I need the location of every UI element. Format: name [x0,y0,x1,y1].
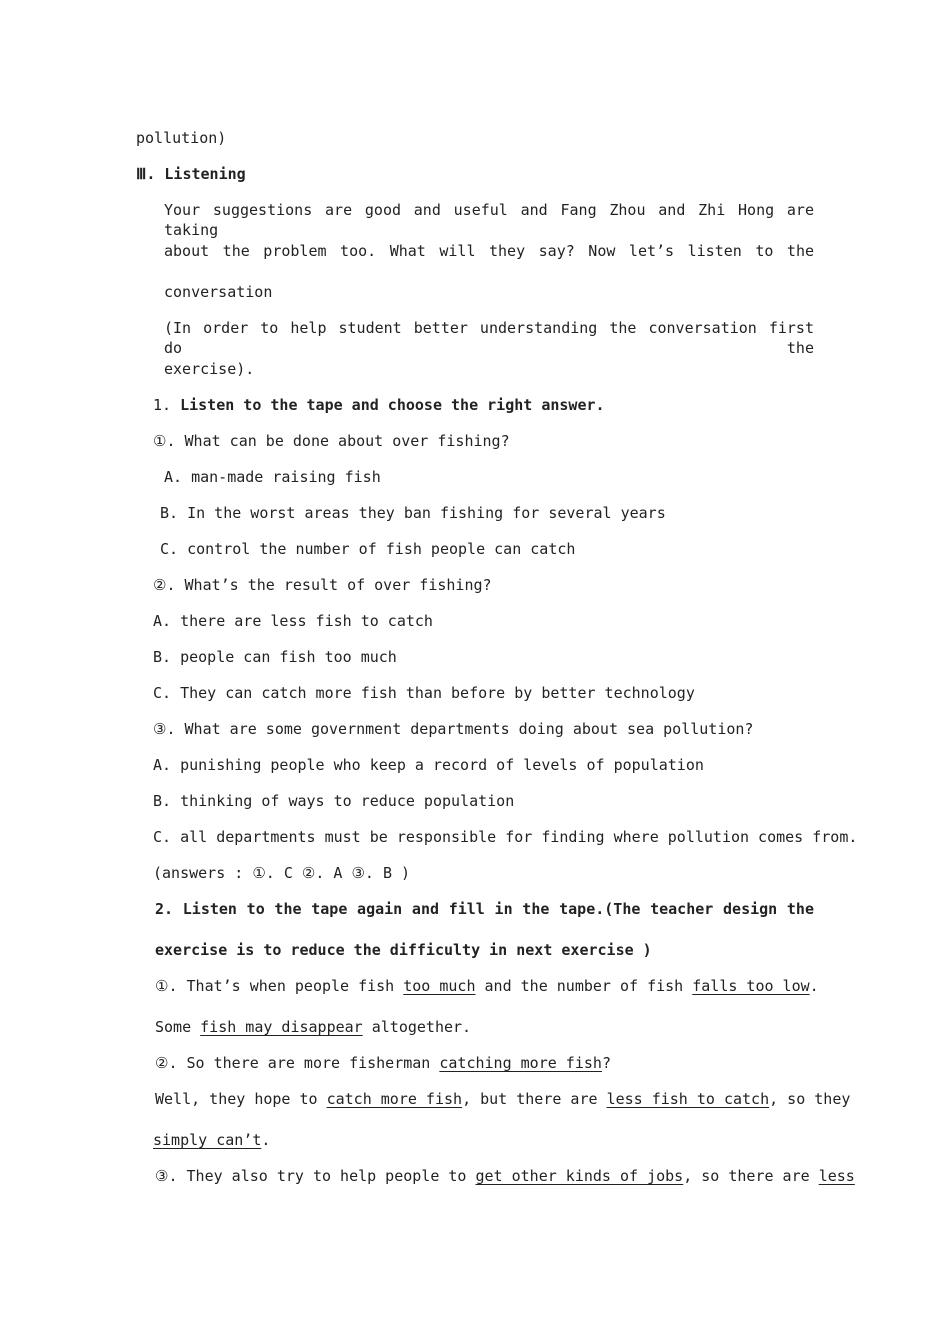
intro-tail: pollution) [136,129,227,147]
answer-blank: less fish to catch [606,1090,770,1108]
q1-option-b: B. In the worst areas they ban fishing for several years [160,504,666,522]
q3-option-a: A. punishing people who keep a record of levels of population [153,756,704,774]
exercise-1-number: 1. [153,396,172,414]
intro-line-1: Your suggestions are good and useful and Fang Zhou and Zhi Hong are taking [164,201,814,239]
text-segment: Some [155,1018,201,1036]
fill-sentence-1-cont [155,1017,471,1037]
text-segment: . [809,977,819,995]
fill-sentence-2 [155,1053,611,1073]
q2-option-a: A. there are less fish to catch [153,612,433,630]
intro-line-2: about the problem too. What will they say? Now let’s listen to the [164,242,814,260]
fill-sentence-3 [155,1166,855,1186]
question-1: ①. What can be done about over fishing? [153,432,510,450]
text-segment: and the number of fish [475,977,693,995]
text-segment: , so there are [683,1167,819,1185]
answer-blank: catching more fish [439,1054,602,1072]
q1-option-a: A. man-made raising fish [164,468,381,486]
intro-line-3: conversation [164,283,273,301]
q3-option-b: B. thinking of ways to reduce population [153,792,515,810]
section-heading: Ⅲ. Listening [136,165,246,183]
exercise-2-heading-line-1: 2. Listen to the tape again and fill in the tape.(The teacher design the [155,900,814,918]
text-segment: , so they [769,1090,851,1108]
answer-blank: get other kinds of jobs [475,1167,684,1185]
fill-sentence-1 [155,976,819,996]
text-segment: ③. They also try to help people to [155,1167,476,1185]
q2-option-b: B. people can fish too much [153,648,397,666]
q1-option-c: C. control the number of fish people can catch [160,540,576,558]
text-segment: altogether. [362,1018,472,1036]
exercise-1-heading [153,395,605,415]
question-3: ③. What are some government departments doing about sea pollution? [153,720,754,738]
exercise-1-title: Listen to the tape and choose the right answer. [180,396,605,414]
answer-blank: less [818,1167,855,1185]
text-segment: . [261,1131,271,1149]
answer-blank: fish may disappear [200,1018,363,1036]
answer-blank: catch more fish [326,1090,463,1108]
q3-option-c: C. all departments must be responsible for finding where pollution comes from. [153,828,858,846]
intro-line-4: (In order to help student better understanding the conversation first do the [164,319,814,357]
intro-line-5: exercise). [164,360,255,378]
text-segment: ? [601,1054,611,1072]
answer-blank: simply can’t [153,1131,262,1149]
q2-option-c: C. They can catch more fish than before by better technology [153,684,695,702]
fill-sentence-2-cont [155,1089,850,1109]
text-segment: ②. So there are more fisherman [155,1054,440,1072]
fill-sentence-2-end [153,1130,270,1150]
text-segment: , but there are [462,1090,607,1108]
text-segment: Well, they hope to [155,1090,327,1108]
question-2: ②. What’s the result of over fishing? [153,576,492,594]
answer-blank: too much [403,977,476,995]
exercise-2-heading-line-2: exercise is to reduce the difficulty in next exercise ) [155,941,652,959]
answer-key: (answers : ①. C ②. A ③. B ) [153,864,411,882]
text-segment: ①. That’s when people fish [155,977,404,995]
answer-blank: falls too low [692,977,810,995]
